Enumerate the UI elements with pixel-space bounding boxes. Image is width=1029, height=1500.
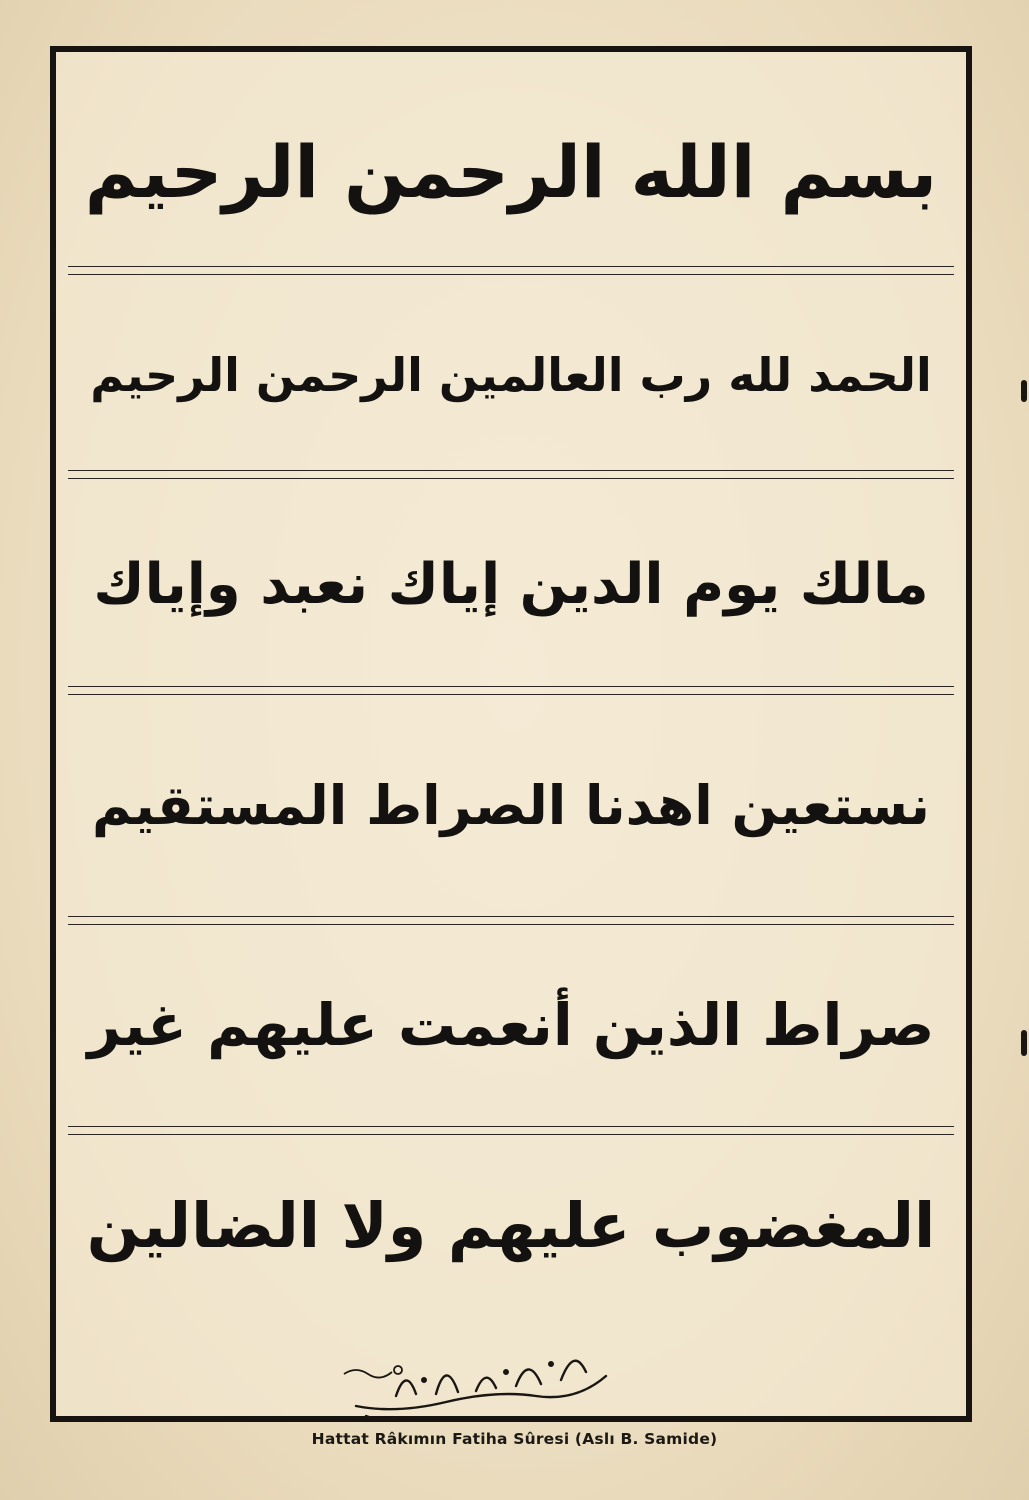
verse-panel-2 <box>68 280 954 470</box>
divider <box>68 916 954 925</box>
verse-2: الحمد لله رب العالمين الرحمن الرحيم <box>90 348 932 402</box>
verse-basmala: بسم الله الرحمن الرحيم <box>84 130 938 214</box>
verse-4: نستعين اهدنا الصراط المستقيم <box>92 773 930 837</box>
divider <box>68 1126 954 1135</box>
page-edge-mark <box>1021 1030 1027 1056</box>
divider <box>68 686 954 695</box>
verse-panel-3 <box>68 484 954 684</box>
verse-panel-1 <box>68 72 954 272</box>
verse-panel-6 <box>68 1140 954 1310</box>
calligrapher-signature-icon <box>336 1336 636 1426</box>
divider <box>68 470 954 479</box>
verse-6: المغضوب عليهم ولا الضالين <box>86 1188 936 1262</box>
calligraphy-frame <box>50 46 972 1422</box>
verse-5: صراط الذين أنعمت عليهم غير <box>87 991 935 1059</box>
figure-caption: Hattat Râkımın Fatiha Sûresi (Aslı B. Samide) <box>311 1430 718 1448</box>
page-edge-mark <box>1021 380 1027 402</box>
verse-panel-5 <box>68 930 954 1120</box>
divider <box>68 266 954 275</box>
verse-panel-4 <box>68 700 954 910</box>
verse-3: مالك يوم الدين إياك نعبد وإياك <box>93 551 929 617</box>
